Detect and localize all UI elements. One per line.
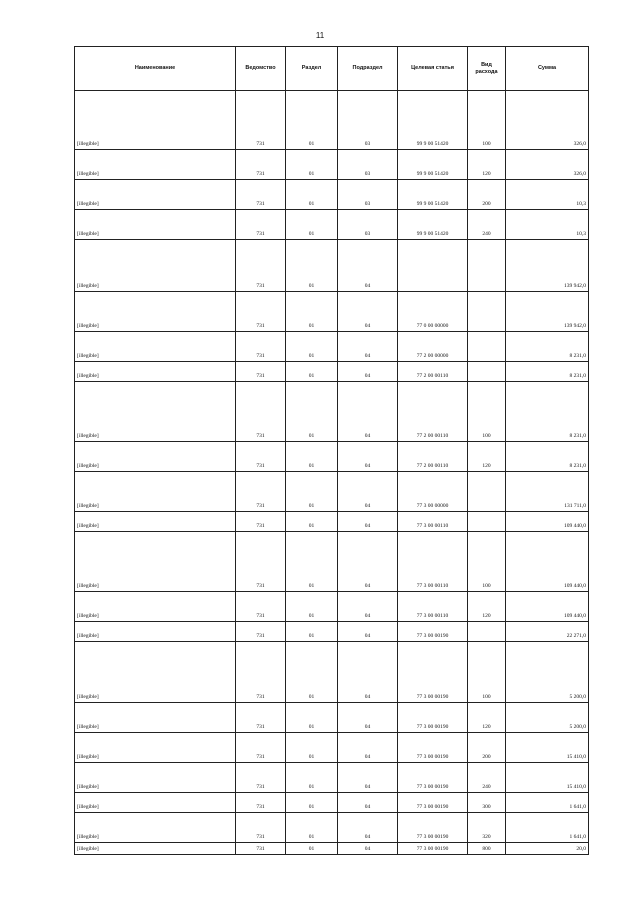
row-section: 01: [286, 763, 338, 793]
row-section: 01: [286, 843, 338, 855]
row-subsection: 04: [338, 472, 398, 512]
row-name: [illegible]: [75, 703, 236, 733]
row-target-article: 77 2 00 00110: [398, 382, 468, 442]
row-expense-type: 800: [468, 843, 506, 855]
row-target-article: 77 3 00 00190: [398, 843, 468, 855]
row-target-article: [398, 240, 468, 292]
row-department: 731: [236, 622, 286, 642]
row-target-article: 77 3 00 00110: [398, 532, 468, 592]
row-amount: 139 942,0: [506, 292, 589, 332]
row-department: 731: [236, 442, 286, 472]
header-amount: Сумма: [506, 47, 589, 91]
row-expense-type: 120: [468, 703, 506, 733]
row-section: 01: [286, 512, 338, 532]
row-target-article: 77 2 00 00110: [398, 442, 468, 472]
table-row: [75, 332, 589, 362]
row-target-article: 99 9 00 51420: [398, 180, 468, 210]
row-section: 01: [286, 442, 338, 472]
row-department: 731: [236, 733, 286, 763]
row-expense-type: 120: [468, 150, 506, 180]
row-expense-type: 100: [468, 91, 506, 150]
row-name: [illegible]: [75, 292, 236, 332]
row-target-article: 77 3 00 00110: [398, 592, 468, 622]
row-name: [illegible]: [75, 382, 236, 442]
row-target-article: 77 3 00 00190: [398, 793, 468, 813]
row-subsection: 04: [338, 442, 398, 472]
row-name: [illegible]: [75, 793, 236, 813]
row-name: [illegible]: [75, 592, 236, 622]
table-row: [75, 362, 589, 382]
row-name: [illegible]: [75, 332, 236, 362]
row-amount: 8 231,0: [506, 442, 589, 472]
row-department: 731: [236, 532, 286, 592]
row-name: [illegible]: [75, 532, 236, 592]
row-name: [illegible]: [75, 813, 236, 843]
row-department: 731: [236, 180, 286, 210]
row-target-article: 77 0 00 00000: [398, 292, 468, 332]
row-department: 731: [236, 332, 286, 362]
table-row: [75, 622, 589, 642]
row-name: [illegible]: [75, 362, 236, 382]
row-department: 731: [236, 382, 286, 442]
row-target-article: 77 2 00 00000: [398, 332, 468, 362]
row-expense-type: [468, 332, 506, 362]
row-department: 731: [236, 843, 286, 855]
table-row: [75, 292, 589, 332]
row-section: 01: [286, 592, 338, 622]
row-department: 731: [236, 210, 286, 240]
row-subsection: 04: [338, 240, 398, 292]
row-section: 01: [286, 472, 338, 512]
row-subsection: 04: [338, 512, 398, 532]
row-name: [illegible]: [75, 843, 236, 855]
row-department: 731: [236, 362, 286, 382]
row-name: [illegible]: [75, 472, 236, 512]
row-section: 01: [286, 150, 338, 180]
row-amount: 8 231,0: [506, 362, 589, 382]
row-expense-type: 240: [468, 210, 506, 240]
table-row: [75, 592, 589, 622]
row-expense-type: [468, 472, 506, 512]
row-name: [illegible]: [75, 642, 236, 703]
row-subsection: 03: [338, 210, 398, 240]
row-section: 01: [286, 642, 338, 703]
row-section: 01: [286, 813, 338, 843]
row-section: 01: [286, 180, 338, 210]
row-amount: 139 942,0: [506, 240, 589, 292]
table-row: [75, 210, 589, 240]
row-subsection: 04: [338, 532, 398, 592]
row-section: 01: [286, 91, 338, 150]
row-subsection: 04: [338, 763, 398, 793]
row-subsection: 04: [338, 362, 398, 382]
row-department: 731: [236, 292, 286, 332]
table-body: [75, 91, 589, 855]
row-subsection: 04: [338, 382, 398, 442]
table-row: [75, 91, 589, 150]
row-expense-type: 240: [468, 763, 506, 793]
row-section: 01: [286, 703, 338, 733]
row-section: 01: [286, 793, 338, 813]
row-expense-type: 100: [468, 532, 506, 592]
row-expense-type: [468, 292, 506, 332]
row-section: 01: [286, 332, 338, 362]
page-number: 11: [315, 31, 325, 40]
header-department: Ведомство: [236, 47, 286, 91]
row-expense-type: 100: [468, 642, 506, 703]
row-target-article: 77 3 00 00190: [398, 763, 468, 793]
row-amount: 5 200,0: [506, 703, 589, 733]
row-amount: 131 711,0: [506, 472, 589, 512]
row-name: [illegible]: [75, 240, 236, 292]
table-row: [75, 512, 589, 532]
row-amount: 1 641,0: [506, 793, 589, 813]
row-amount: 1 641,0: [506, 813, 589, 843]
row-section: 01: [286, 622, 338, 642]
row-department: 731: [236, 813, 286, 843]
table-row: [75, 532, 589, 592]
table-row: [75, 240, 589, 292]
table-row: [75, 180, 589, 210]
table-row: [75, 150, 589, 180]
row-subsection: 03: [338, 150, 398, 180]
row-amount: 326,0: [506, 91, 589, 150]
row-expense-type: 120: [468, 442, 506, 472]
table-row: [75, 813, 589, 843]
row-amount: 10,3: [506, 180, 589, 210]
row-subsection: 04: [338, 622, 398, 642]
row-expense-type: 200: [468, 180, 506, 210]
table-header-row: [75, 47, 589, 91]
row-target-article: 99 9 00 51420: [398, 150, 468, 180]
row-expense-type: [468, 622, 506, 642]
row-amount: 20,0: [506, 843, 589, 855]
row-section: 01: [286, 362, 338, 382]
row-department: 731: [236, 703, 286, 733]
row-amount: 109 440,0: [506, 512, 589, 532]
row-section: 01: [286, 382, 338, 442]
header-section: Раздел: [286, 47, 338, 91]
row-department: 731: [236, 763, 286, 793]
row-department: 731: [236, 592, 286, 622]
row-target-article: 99 9 00 51420: [398, 210, 468, 240]
row-target-article: 77 3 00 00190: [398, 733, 468, 763]
row-name: [illegible]: [75, 622, 236, 642]
row-subsection: 04: [338, 642, 398, 703]
row-name: [illegible]: [75, 180, 236, 210]
row-subsection: 03: [338, 180, 398, 210]
row-subsection: 04: [338, 843, 398, 855]
table-row: [75, 793, 589, 813]
row-name: [illegible]: [75, 442, 236, 472]
header-target-article: Целевая статья: [398, 47, 468, 91]
budget-allocation-table: [74, 46, 589, 855]
row-department: 731: [236, 240, 286, 292]
table-row: [75, 442, 589, 472]
row-expense-type: 300: [468, 793, 506, 813]
row-department: 731: [236, 642, 286, 703]
row-subsection: 04: [338, 592, 398, 622]
row-subsection: 04: [338, 793, 398, 813]
row-subsection: 03: [338, 91, 398, 150]
row-subsection: 04: [338, 332, 398, 362]
row-amount: 5 200,0: [506, 642, 589, 703]
row-section: 01: [286, 210, 338, 240]
header-name: Наименование: [75, 47, 236, 91]
row-target-article: 77 2 00 00110: [398, 362, 468, 382]
row-target-article: 77 3 00 00190: [398, 703, 468, 733]
row-target-article: 77 3 00 00110: [398, 512, 468, 532]
row-amount: 326,0: [506, 150, 589, 180]
row-amount: 8 231,0: [506, 332, 589, 362]
row-name: [illegible]: [75, 210, 236, 240]
row-subsection: 04: [338, 703, 398, 733]
row-section: 01: [286, 532, 338, 592]
row-target-article: 77 3 00 00000: [398, 472, 468, 512]
row-department: 731: [236, 91, 286, 150]
table-row: [75, 642, 589, 703]
row-department: 731: [236, 150, 286, 180]
header-expense-type: Вид расхода: [468, 47, 506, 91]
row-name: [illegible]: [75, 150, 236, 180]
header-subsection: Подраздел: [338, 47, 398, 91]
row-name: [illegible]: [75, 91, 236, 150]
row-amount: 109 440,0: [506, 592, 589, 622]
table-row: [75, 472, 589, 512]
table-row: [75, 703, 589, 733]
row-amount: 15 410,0: [506, 733, 589, 763]
row-target-article: 99 9 00 51420: [398, 91, 468, 150]
row-expense-type: 200: [468, 733, 506, 763]
row-department: 731: [236, 472, 286, 512]
row-amount: 10,3: [506, 210, 589, 240]
row-expense-type: [468, 512, 506, 532]
row-section: 01: [286, 240, 338, 292]
row-name: [illegible]: [75, 763, 236, 793]
row-expense-type: 120: [468, 592, 506, 622]
row-target-article: 77 3 00 00190: [398, 813, 468, 843]
row-amount: 109 440,0: [506, 532, 589, 592]
table-row: [75, 382, 589, 442]
row-target-article: 77 3 00 00190: [398, 642, 468, 703]
row-subsection: 04: [338, 733, 398, 763]
row-amount: 22 271,0: [506, 622, 589, 642]
row-expense-type: 320: [468, 813, 506, 843]
table-row: [75, 763, 589, 793]
row-name: [illegible]: [75, 512, 236, 532]
row-target-article: 77 3 00 00190: [398, 622, 468, 642]
row-name: [illegible]: [75, 733, 236, 763]
row-amount: 15 410,0: [506, 763, 589, 793]
row-expense-type: 100: [468, 382, 506, 442]
row-department: 731: [236, 793, 286, 813]
table-row: [75, 843, 589, 855]
table-row: [75, 733, 589, 763]
row-amount: 8 231,0: [506, 382, 589, 442]
row-expense-type: [468, 240, 506, 292]
row-expense-type: [468, 362, 506, 382]
row-subsection: 04: [338, 813, 398, 843]
row-section: 01: [286, 733, 338, 763]
row-subsection: 04: [338, 292, 398, 332]
row-section: 01: [286, 292, 338, 332]
row-department: 731: [236, 512, 286, 532]
